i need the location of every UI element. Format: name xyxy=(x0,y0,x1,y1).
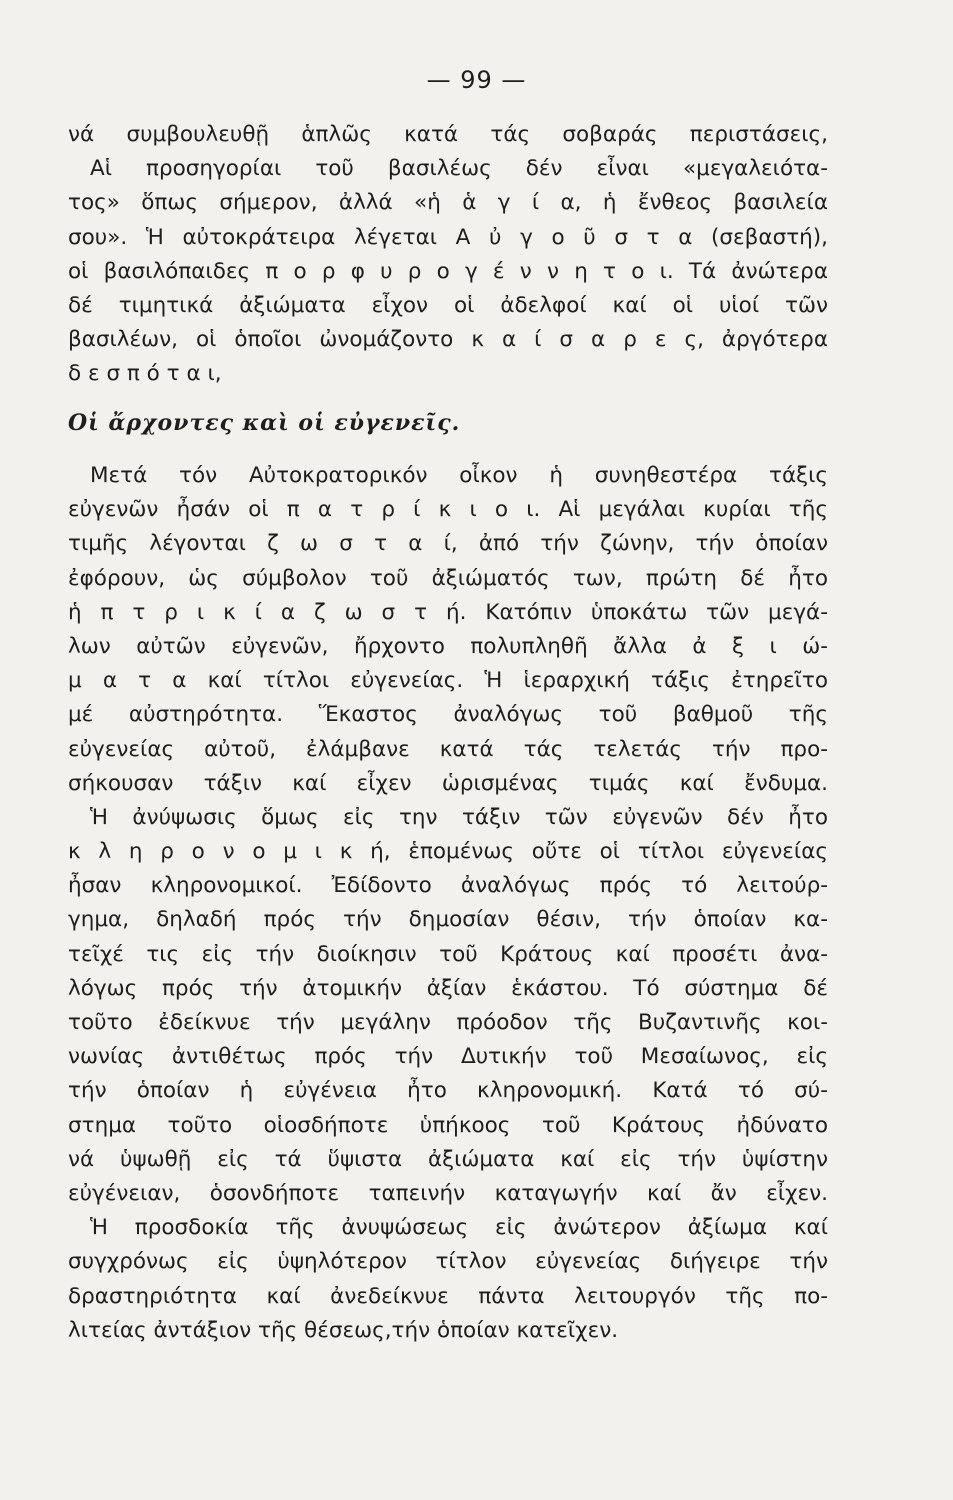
page-number: — 99 — xyxy=(426,66,527,94)
text-line: Μετά τόν Αὐτοκρατορικόν οἶκον ἡ συνηθεστέρα τάξις xyxy=(90,463,828,488)
text-line: μέ αὐστηρότητα. Ἕκαστος ἀναλόγως τοῦ βαθμοῦ τῆς xyxy=(68,702,828,728)
text-line: νά συμβουλευθῇ ἁπλῶς κατά τάς σοβαράς περιστάσεις, xyxy=(68,122,828,147)
text-line: Αἱ προσηγορίαι τοῦ βασιλέως δέν εἶναι «μεγαλειότα- xyxy=(90,156,828,182)
text-line: μ α τ α καί τίτλοι εὐγενείας. Ἡ ἱεραρχική τάξις ἐτηρεῖτο xyxy=(68,668,828,694)
text-line: στημα τοῦτο οἱοσδήποτε ὑπήκοος τοῦ Κράτους ἠδύνατο xyxy=(68,1112,828,1138)
text-line: συγχρόνως εἰς ὑψηλότερον τίτλον εὐγενείας διήγειρε τήν xyxy=(68,1249,828,1275)
text-line: τιμῆς λέγονται ζ ω σ τ α ί, ἀπό τήν ζώνην, τήν ὁποίαν xyxy=(68,531,828,557)
text-line: ἡ π τ ρ ι κ ί α ζ ω σ τ ή. Κατόπιν ὑποκάτω τῶν μεγά- xyxy=(68,599,828,625)
text-line: Ἡ προσδοκία τῆς ἀνυψώσεως εἰς ἀνώτερον ἀξίωμα καί xyxy=(90,1215,828,1241)
text-line: κ λ η ρ ο ν ο μ ι κ ή, ἑπομένως οὔτε οἱ τίτλοι εὐγενείας xyxy=(68,839,828,865)
text-line: εὐγενείας αὐτοῦ, ἐλάμβανε κατά τάς τελετάς τήν προ- xyxy=(68,736,828,762)
text-line: τος» ὅπως σήμερον, ἀλλά «ἡ ἁ γ ί α, ἡ ἔνθεος βασιλεία xyxy=(68,190,828,216)
text-line: ἦσαν κληρονομικοί. Ἐδίδοντο ἀναλόγως πρός τό λειτούρ- xyxy=(68,873,828,899)
text-line: ἐφόρουν, ὡς σύμβολον τοῦ ἀξιώματός των, πρώτη δέ ἦτο xyxy=(68,565,828,591)
text-line: δραστηριότητα καί ἀνεδείκνυε πάντα λειτουργόν τῆς πο- xyxy=(68,1283,828,1309)
text-line: εὐγενῶν ἦσάν οἱ π α τ ρ ί κ ι ο ι. Αἱ μεγάλαι κυρίαι τῆς xyxy=(68,497,828,523)
text-line: εὐγένειαν, ὁσονδήποτε ταπεινήν καταγωγήν καί ἄν εἶχεν. xyxy=(68,1180,828,1206)
text-line: δέ τιμητικά ἀξιώματα εἶχον οἱ ἀδελφοί καί οἱ υἱοί τῶν xyxy=(68,292,828,318)
text-line: λόγως πρός τήν ἀτομικήν ἀξίαν ἑκάστου. Τό σύστημα δέ xyxy=(68,975,828,1001)
text-line: νωνίας ἀντιθέτως πρός τήν Δυτικήν τοῦ Μεσαίωνος, εἰς xyxy=(68,1044,828,1070)
text-line: γημα, δηλαδή πρός τήν δημοσίαν θέσιν, τήν ὁποίαν κα- xyxy=(68,907,828,933)
text-line: σήκουσαν τάξιν καί εἶχεν ὡρισμένας τιμάς καί ἔνδυμα. xyxy=(68,770,828,796)
section-heading: Οἱ ἄρχοντες καὶ οἱ εὐγενεῖς. xyxy=(68,410,461,436)
text-line: τεῖχέ τις εἰς τήν διοίκησιν τοῦ Κράτους καί προσέτι ἀνα- xyxy=(68,941,828,967)
text-line: οἱ βασιλόπαιδες π ο ρ φ υ ρ ο γ έ ν ν η τ ο ι. Τά ἀνώτερα xyxy=(68,258,828,284)
text-line: τήν ὁποίαν ἡ εὐγένεια ἦτο κληρονομική. Κατά τό σύ- xyxy=(68,1078,828,1104)
text-line: δ ε σ π ό τ α ι, xyxy=(68,361,222,387)
text-line: τοῦτο ἐδείκνυε τήν μεγάλην πρόοδον τῆς Βυζαντινῆς κοι- xyxy=(68,1010,828,1035)
paragraph-1 xyxy=(68,118,828,392)
text-line: βασιλέων, οἱ ὁποῖοι ὠνομάζοντο κ α ί σ α ρ ε ς, ἀργότερα xyxy=(68,327,828,353)
text-line: λων αὐτῶν εὐγενῶν, ἤρχοντο πολυπληθῆ ἄλλα ἀ ξ ι ώ- xyxy=(68,633,828,659)
text-line: σου». Ἡ αὐτοκράτειρα λέγεται Α ὐ γ ο ῦ σ τ α (σεβαστή), xyxy=(68,224,828,250)
text-line: Ἡ ἀνύψωσις ὅμως εἰς την τάξιν τῶν εὐγενῶν δέν ἦτο xyxy=(90,804,828,830)
paragraph-2 xyxy=(68,459,828,1348)
text-line: νά ὑψωθῇ εἰς τά ὕψιστα ἀξιώματα καί εἰς τήν ὑψίστην xyxy=(68,1146,828,1172)
text-line: λιτείας ἀντάξιον τῆς θέσεως,τήν ὁποίαν κατεῖχεν. xyxy=(68,1317,619,1343)
